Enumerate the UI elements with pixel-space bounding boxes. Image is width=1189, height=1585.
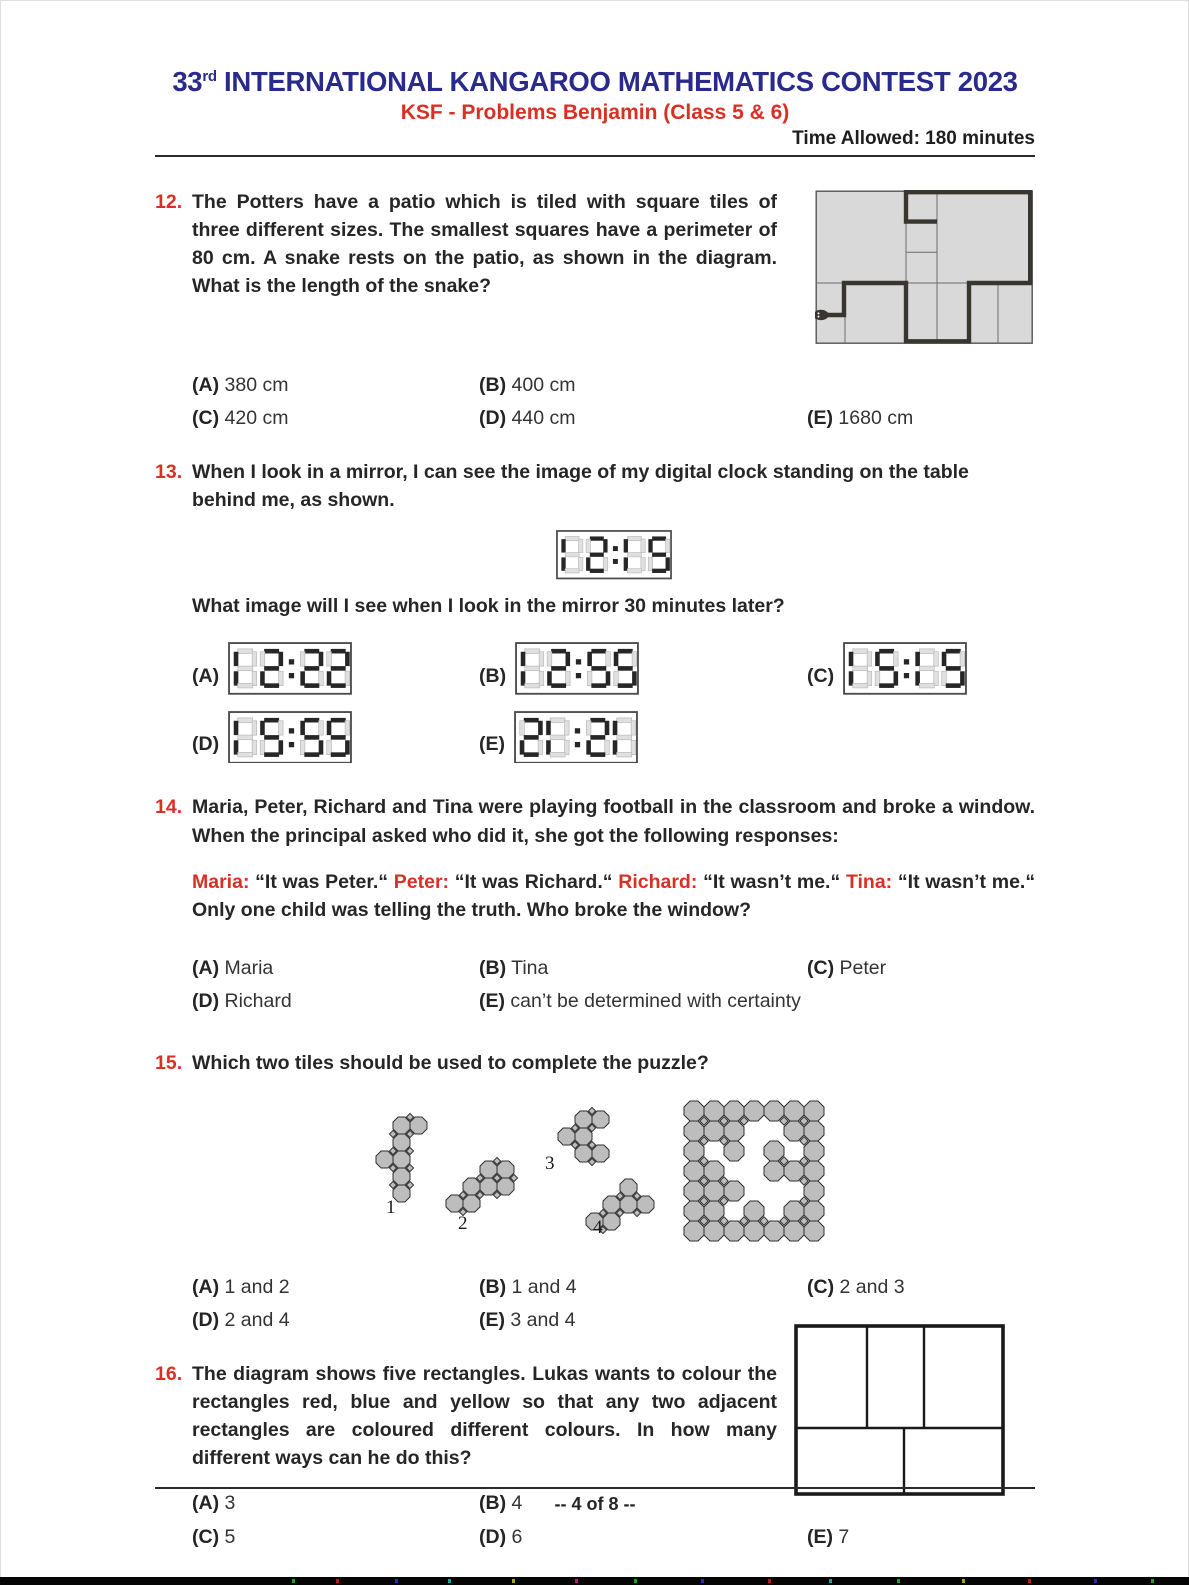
option-b: (B) 400 cm — [479, 374, 576, 396]
question-14-statements — [192, 868, 1035, 924]
time-allowed: Time Allowed: 180 minutes — [792, 128, 1035, 149]
clock-option-a — [228, 642, 352, 695]
option-c: (C) 420 cm — [192, 407, 289, 430]
question-15-number: 15. — [155, 1051, 183, 1074]
option-b: (B) Tina — [479, 956, 549, 979]
question-13-text: When I look in a mirror, I can see the image of my digital clock standing on the table behind me, as shown. — [192, 461, 969, 512]
speaker-tina: Tina: — [845, 870, 893, 893]
option-b: (B) 4 — [479, 1492, 523, 1515]
option-c: (C) Peter — [807, 956, 887, 979]
svg-text:1: 1 — [386, 1196, 396, 1218]
speaker-richard: Richard: — [618, 870, 698, 893]
speaker-peter: Peter: — [393, 870, 450, 893]
quote-tina: “It wasn’t — [897, 870, 986, 893]
five-rectangles-diagram — [794, 1324, 1005, 1496]
quote-maria: “It was Peter.“ — [255, 870, 389, 893]
question-14 — [155, 793, 1035, 1014]
option-a: (A) 1 and 2 — [192, 1275, 290, 1298]
question-16 — [155, 1360, 1035, 1550]
page-content — [155, 0, 1035, 1551]
question-14-tail: me.“ Only one child was telling the truth. Who broke the window? — [192, 870, 1036, 921]
option-a: (A) 3 — [192, 1492, 236, 1515]
title-number: 33 — [172, 66, 203, 97]
header-divider — [155, 155, 1035, 157]
page-number: -- 4 of 8 -- — [554, 1494, 636, 1514]
question-13 — [155, 458, 1035, 763]
question-15 — [155, 1049, 1035, 1334]
footer — [155, 1487, 1035, 1515]
option-d: (D) — [192, 711, 479, 764]
contest-subtitle: KSF - Problems Benjamin (Class 5 & 6) — [400, 101, 790, 124]
footer-divider — [155, 1487, 1035, 1489]
option-a: (A) 380 cm — [192, 374, 289, 396]
option-c: (C) 2 and 3 — [807, 1275, 905, 1298]
option-e: (E) 3 and 4 — [479, 1309, 576, 1332]
question-12-text: The Potters have a patio which is tiled with square tiles of three different sizes. The smallest squares have a perimeter of 80 cm. A snake rests on the patio, as shown in the diagram. What is the length of the snake? — [192, 191, 777, 298]
digital-clock-mirror-image — [556, 530, 672, 579]
clock-option-e — [514, 711, 638, 764]
option-a: (A) Maria — [192, 956, 274, 979]
speaker-maria: Maria: — [192, 870, 250, 893]
question-13-text2: What image will I see when I look in the mirror 30 minutes later? — [192, 594, 785, 617]
option-e: (E) — [479, 711, 807, 764]
option-a: (A) — [192, 642, 479, 695]
contest-title — [155, 66, 1035, 98]
title-ordinal: rd — [202, 67, 217, 85]
header — [155, 66, 1035, 157]
question-12-number: 12. — [155, 191, 183, 213]
clock-option-d — [228, 711, 352, 764]
option-b: (B) 1 and 4 — [479, 1275, 577, 1298]
option-e: (E) can’t be determined with certainty — [479, 989, 801, 1012]
option-d: (D) 6 — [479, 1525, 523, 1548]
svg-text:4: 4 — [593, 1216, 603, 1238]
quote-richard: “It wasn’t me.“ — [703, 870, 841, 893]
option-d: (D) 440 cm — [479, 407, 576, 430]
option-e: (E) 1680 cm — [807, 407, 914, 430]
quote-peter: “It was Richard.“ — [454, 870, 613, 893]
svg-text:2: 2 — [458, 1212, 468, 1234]
option-c: (C) — [807, 642, 1035, 695]
question-13-options — [192, 642, 1035, 764]
option-d: (D) 2 and 4 — [192, 1309, 290, 1332]
clock-option-b — [515, 642, 639, 695]
tile-puzzle-diagram — [362, 1095, 836, 1253]
option-d: (D) Richard — [192, 989, 292, 1012]
question-13-number: 13. — [155, 461, 183, 484]
question-12-options — [192, 371, 1035, 432]
option-e: (E) 7 — [807, 1525, 850, 1548]
option-c: (C) 5 — [192, 1525, 236, 1548]
patio-snake-diagram — [815, 190, 1035, 346]
question-14-number: 14. — [155, 796, 183, 819]
question-12 — [155, 188, 1035, 432]
question-15-text: Which two tiles should be used to complete the puzzle? — [192, 1051, 709, 1074]
question-14-text: Maria, Peter, Richard and Tina were playing football in the classroom and broke a window. When the principal asked who did it, she got the following responses: — [192, 796, 1035, 847]
question-16-text: The diagram shows five rectangles. Lukas wants to colour the rectangles red, blue and yellow so that any two adjacent rectangles are coloured different colours. In how many different ways can he do this? — [192, 1363, 777, 1470]
svg-text:3: 3 — [545, 1152, 555, 1174]
scan-artifact-bar — [0, 1577, 1189, 1585]
title-text: INTERNATIONAL KANGAROO MATHEMATICS CONTEST 2023 — [216, 66, 1018, 97]
clock-option-c — [843, 642, 967, 695]
question-14-options — [192, 954, 1035, 1015]
option-b: (B) — [479, 642, 807, 695]
question-16-number: 16. — [155, 1363, 183, 1386]
